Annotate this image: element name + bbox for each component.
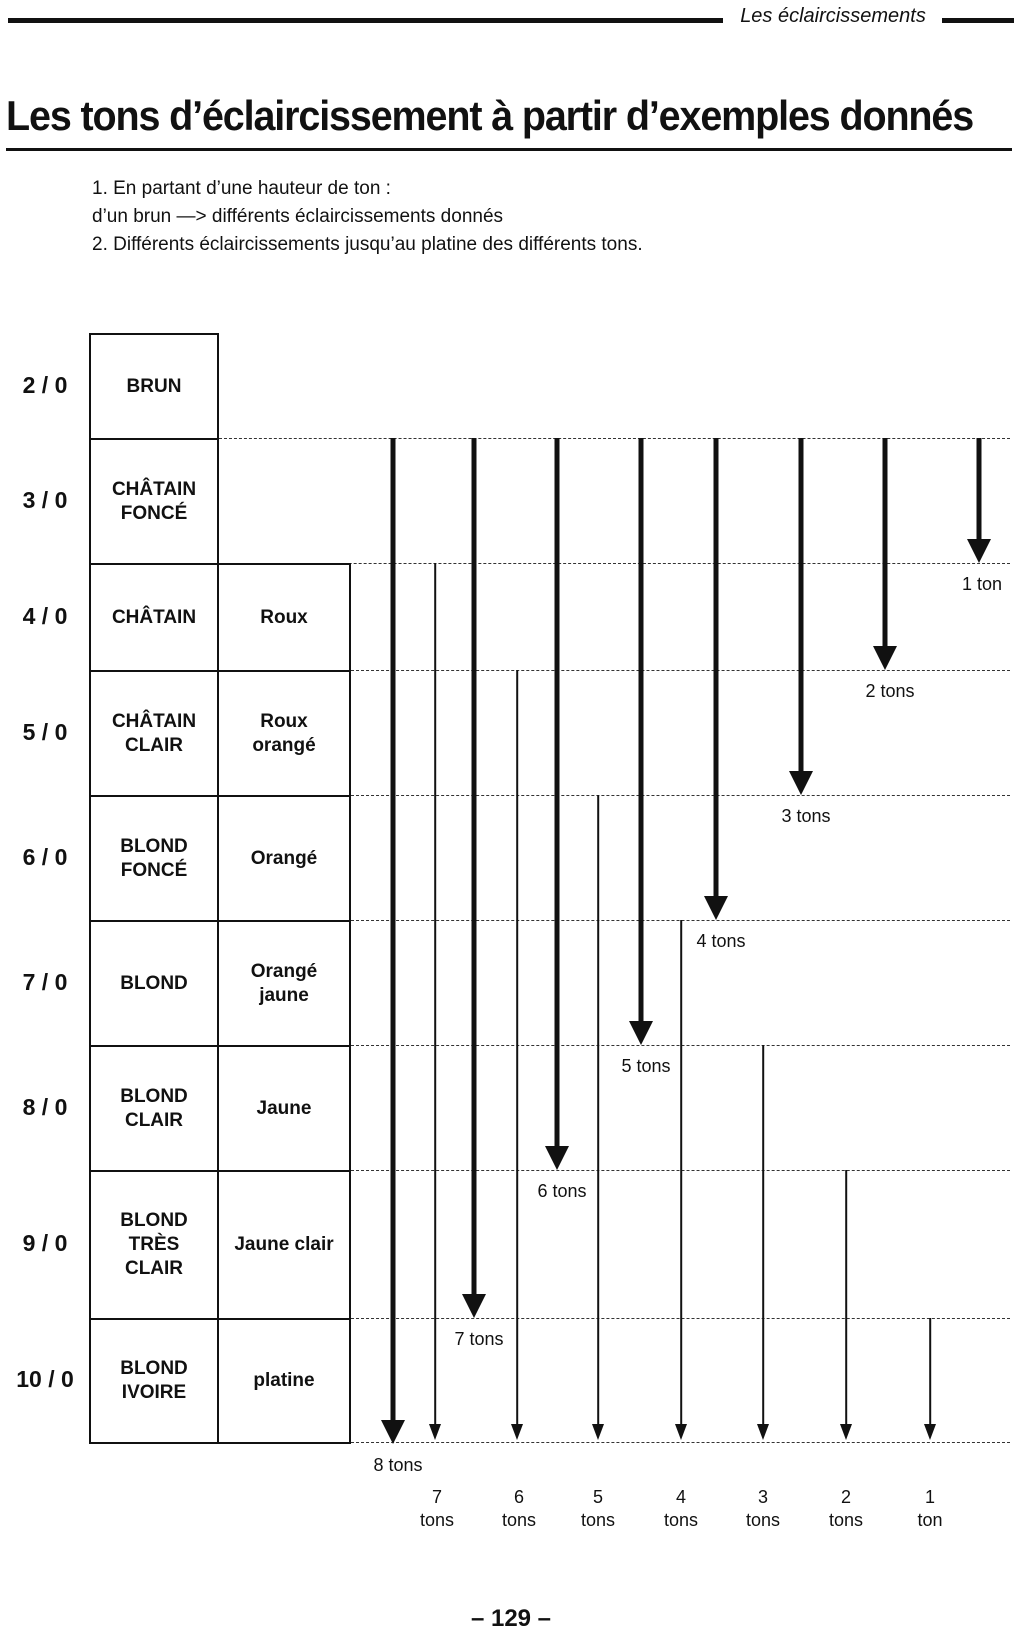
arrow-label-1: 1 ton <box>961 574 1003 594</box>
level-label: 10 / 0 <box>16 1366 74 1392</box>
title-rule <box>6 148 1012 151</box>
platine-arrow-1 <box>915 1318 945 1440</box>
lightening-arrow-6 <box>542 438 572 1170</box>
header-line-right <box>942 18 1014 23</box>
arrow-head <box>511 1424 523 1440</box>
arrow-label-3: 3 tons <box>781 806 831 826</box>
lightening-arrow-2 <box>870 438 900 670</box>
arrow-head <box>840 1424 852 1440</box>
lightening-arrow-4 <box>701 438 731 920</box>
arrow-head <box>675 1424 687 1440</box>
arrow-shaft <box>845 1170 847 1426</box>
intro-line-3: 2. Différents éclaircissements jusqu’au platine des différents tons. <box>92 234 643 255</box>
arrow-shaft <box>391 438 396 1422</box>
arrow-shaft <box>883 438 888 648</box>
guide-line <box>351 1442 1010 1443</box>
arrow-label-6: 6 tons <box>537 1181 587 1201</box>
tone-name-cell: CHÂTAIN <box>89 563 219 672</box>
arrow-shaft <box>799 438 804 773</box>
reflet-cell: Orangé jaune <box>217 920 351 1047</box>
running-title: Les éclaircissements <box>740 5 926 27</box>
platine-arrow-6 <box>502 670 532 1440</box>
arrow-label-2: 2 tons <box>865 681 915 701</box>
level-label: 4 / 0 <box>22 602 68 629</box>
arrow-head <box>381 1420 405 1444</box>
arrow-head <box>629 1021 653 1045</box>
platine-arrow-7 <box>420 563 450 1440</box>
arrow-head <box>924 1424 936 1440</box>
arrow-label-5: 5 tons <box>621 1056 671 1076</box>
arrow-head <box>462 1294 486 1318</box>
lightening-arrow-7 <box>459 438 489 1318</box>
level-label: 5 / 0 <box>22 718 68 745</box>
platine-arrow-3 <box>748 1045 778 1440</box>
arrow-head <box>592 1424 604 1440</box>
arrow-label-7: 7 tons <box>454 1329 504 1349</box>
reflet-cell: Roux <box>217 563 351 672</box>
header-line-left <box>8 18 723 23</box>
tone-name-cell: CHÂTAIN CLAIR <box>89 670 219 797</box>
arrow-label-8: 8 tons <box>373 1455 423 1475</box>
arrow-label-4: 4 tons <box>696 931 746 951</box>
reflet-cell: Roux orangé <box>217 670 351 797</box>
reflet-cell: Jaune clair <box>217 1170 351 1320</box>
arrow-shaft <box>597 795 599 1426</box>
level-label: 6 / 0 <box>22 843 68 870</box>
platine-label-2: 2 tons <box>828 1487 864 1530</box>
level-label: 7 / 0 <box>22 968 68 995</box>
platine-label-6: 6 tons <box>501 1487 537 1530</box>
lightening-arrow-3 <box>786 438 816 795</box>
reflet-cell: Jaune <box>217 1045 351 1172</box>
arrow-shaft <box>680 920 682 1426</box>
arrow-head <box>967 539 991 563</box>
arrow-shaft <box>472 438 477 1296</box>
tone-name-cell: BLOND CLAIR <box>89 1045 219 1172</box>
level-label: 9 / 0 <box>22 1230 68 1256</box>
tone-name-cell: CHÂTAIN FONCÉ <box>89 438 219 565</box>
arrow-head <box>545 1146 569 1170</box>
arrow-shaft <box>516 670 518 1426</box>
level-label: 8 / 0 <box>22 1093 68 1120</box>
arrow-head <box>429 1424 441 1440</box>
platine-label-4: 4 tons <box>663 1487 699 1530</box>
arrow-shaft <box>434 563 436 1426</box>
tone-name-cell: BLOND FONCÉ <box>89 795 219 922</box>
intro-line-1: 1. En partant d’une hauteur de ton : <box>92 178 391 199</box>
arrow-head <box>704 896 728 920</box>
platine-label-3: 3 tons <box>745 1487 781 1530</box>
arrow-shaft <box>639 438 644 1023</box>
reflet-cell: Orangé <box>217 795 351 922</box>
platine-arrow-5 <box>583 795 613 1440</box>
arrow-shaft <box>762 1045 764 1426</box>
platine-arrow-2 <box>831 1170 861 1440</box>
arrow-shaft <box>929 1318 931 1426</box>
level-label: 2 / 0 <box>22 371 68 398</box>
platine-label-1: 1 ton <box>917 1487 943 1530</box>
platine-label-7: 7 tons <box>419 1487 455 1530</box>
level-label: 3 / 0 <box>22 486 68 513</box>
page-number: – 129 – <box>470 1605 552 1632</box>
intro-line-2: d’un brun —> différents éclaircissements donnés <box>92 206 504 227</box>
lightening-arrow-5 <box>626 438 656 1045</box>
arrow-head <box>789 771 813 795</box>
arrow-shaft <box>977 438 982 541</box>
platine-arrow-4 <box>666 920 696 1440</box>
tone-name-cell: BLOND <box>89 920 219 1047</box>
tone-name-cell: BLOND IVOIRE <box>89 1318 219 1444</box>
page-title: Les tons d’éclaircissement à partir d’exemples donnés <box>6 92 974 139</box>
arrow-shaft <box>555 438 560 1148</box>
arrow-head <box>757 1424 769 1440</box>
tone-name-cell: BRUN <box>89 333 219 440</box>
reflet-cell: platine <box>217 1318 351 1444</box>
arrow-shaft <box>714 438 719 898</box>
arrow-head <box>873 646 897 670</box>
lightening-arrow-1 <box>964 438 994 563</box>
platine-label-5: 5 tons <box>580 1487 616 1530</box>
tone-name-cell: BLOND TRÈS CLAIR <box>89 1170 219 1320</box>
lightening-arrow-8 <box>378 438 408 1444</box>
